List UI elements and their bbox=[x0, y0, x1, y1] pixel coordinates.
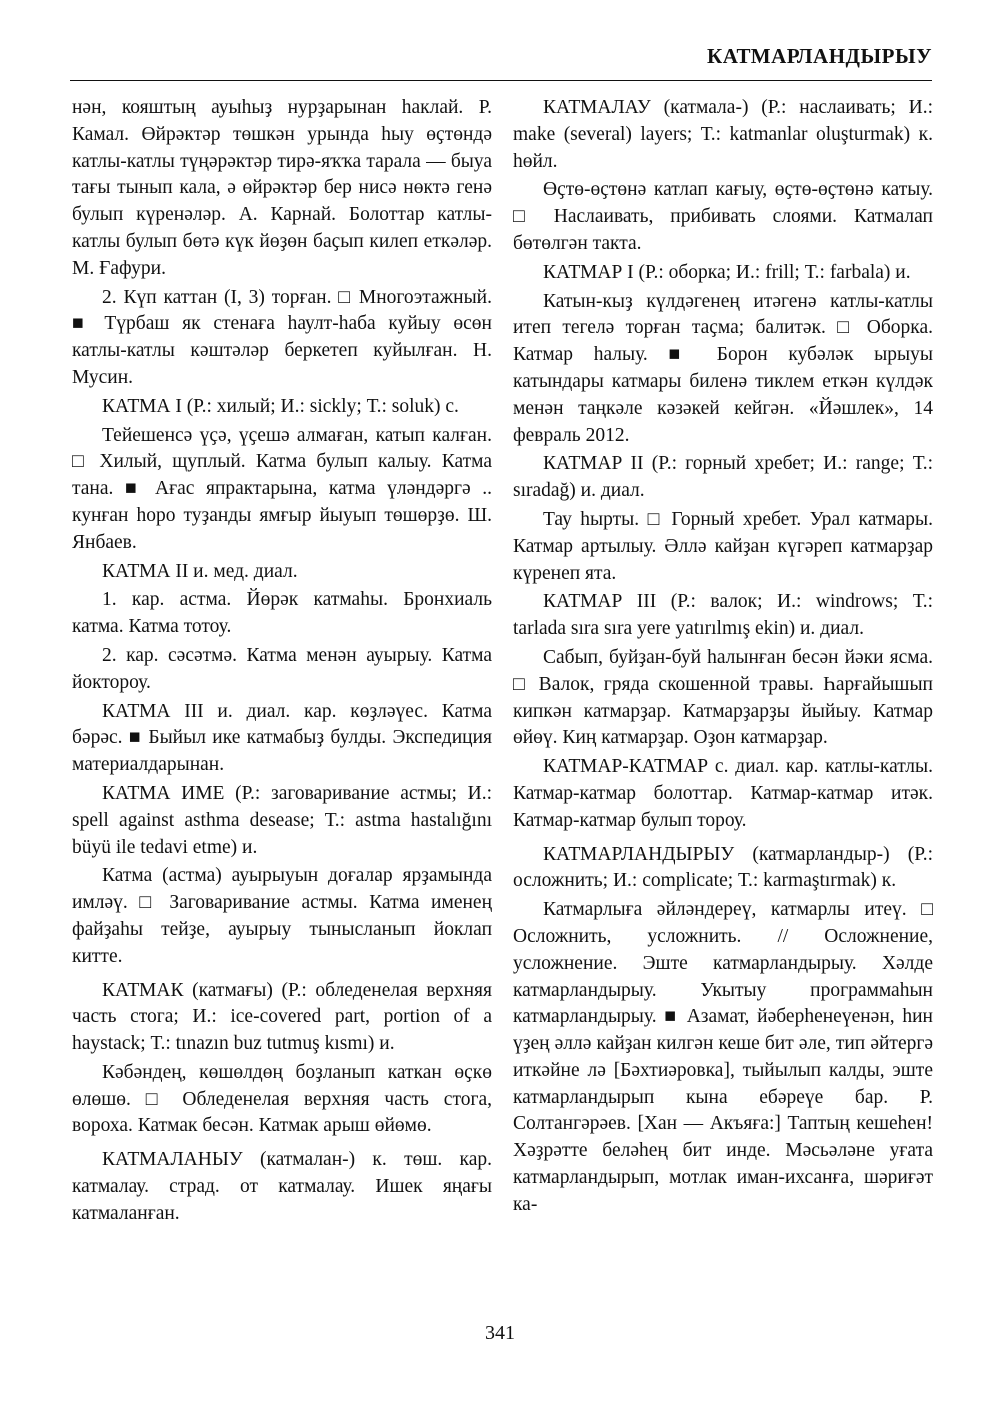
entry-headword: КАТМАР I (Р.: оборка; И.: frill; Т.: farbala) и. bbox=[543, 261, 911, 283]
entry-paragraph: Сабып, буйҙан-буй һалынған бесән йәки ясма. □ Валок, гряда скошенной травы. Һарғайышып кипкән катмарҙар. Катмарҙарҙы йыйыу. Катмар өйөү. Киң катмарҙар. Оҙон катмарҙар. bbox=[513, 646, 933, 749]
entry-paragraph: Тау һырты. □ Горный хребет. Урал катмары. Катмар артылыу. Әллә кайҙан күгәреп катмарҙар күренеп ята. bbox=[513, 508, 933, 584]
entry-headword: КАТМАР III (Р.: валок; И.: windrows; Т.: tarlada sıra sıra yere yatırılmış ekin) и. диал. bbox=[513, 591, 933, 640]
entry-paragraph: 1. кар. астма. Йөрәк катмаһы. Бронхиаль катма. Катма тотоу. bbox=[72, 589, 492, 638]
entry-paragraph: 2. Күп каттан (I, 3) торған. □ Многоэтажный. ■ Түрбаш як стенаға һаулт-һаба куйыу өсөн катлы-катлы кәштәләр беркетеп куйылған. Н. Мусин. bbox=[72, 286, 492, 388]
entry-headword: КАТМАРЛАНДЫРЫУ (катмарландыр-) (Р.: осложнить; И.: complicate; Т.: karmaştırmak) к. bbox=[513, 843, 933, 892]
entry-headword: КАТМА I (Р.: хилый; И.: sickly; Т.: soluk) с. bbox=[102, 395, 459, 417]
header-rule bbox=[70, 80, 932, 81]
right-column bbox=[513, 95, 933, 1219]
entry-headword: КАТМА III и. диал. кар. көҙләүес. Катма бәрәс. ■ Быйыл ике катмабыҙ булды. Экспедиция материалдарынан. bbox=[72, 700, 492, 776]
entry-paragraph: Кәбәндең, көшөлдөң боҙланып каткан өҫкө өлөшө. □ Обледенелая верхняя часть стога, вороха. Катмак бесән. Катмак арыш өйөмө. bbox=[72, 1061, 492, 1137]
entry-headword: КАТМА ИМЕ (Р.: заговаривание астмы; И.: spell against asthma desease; Т.: astma hastalığını büyü ile tedavi etme) и. bbox=[72, 782, 492, 858]
entry-paragraph: Тейешенсә үҫә, үҫешә алмаған, катып калған. □ Хилый, щуплый. Катма булып калыу. Катма тана. ■ Ағас япрактарына, катма үләндәргә .. кунған һоро туҙанды ямғыр йыуып төшөрҙө. Ш. Янбаев. bbox=[72, 424, 492, 553]
entry-paragraph: Катма (астма) ауырыуын доғалар ярҙамында имләү. □ Заговаривание астмы. Катма именең файҙаһы тейҙе, ауырыу тынысланып йоклап китте. bbox=[72, 865, 492, 967]
entry-headword: КАТМА II и. мед. диал. bbox=[102, 560, 298, 582]
entry-headword: КАТМАЛАУ (катмала-) (Р.: наслаивать; И.: make (several) layers; Т.: katmanlar oluşturmak) к. һөйл. bbox=[513, 97, 933, 172]
entry-headword: КАТМАК (катмағы) (Р.: обледенелая верхняя часть стога; И.: ice-covered part, portion of a haystack; Т.: tınazın buz tutmuş kısmı) и. bbox=[72, 979, 492, 1055]
entry-paragraph: Катмарлыға әйләндереү, катмарлы итеү. □ Осложнить, усложнить. // Осложнение, усложнение. Эште катмарландырыу. Хәлде катмарландырыу. Укытыу программаһын катмарландырыу. ■ Азамат, йәберһенеүенән, һин үҙең әллә кайҙан килгән кеше бит әле, тип әйтергә иткәйне лә [Бәхтиәровка], тыйылып калды, эште катмарландырып кына ебәреүе бар. Р. Солтангәрәев. [Хан — Акъяға:] Таптың кешеһен! Хәҙрәтте беләһең бит инде. Мәсьәләне уғата катмарландырып, мотлак иман-ихсанға, шәриғәт ка- bbox=[513, 899, 933, 1215]
entry-headword: КАТМАР-КАТМАР с. диал. кар. катлы-катлы. Катмар-катмар болоттар. Катмар-катмар итәк. Катмар-катмар булып тороу. bbox=[513, 756, 933, 831]
page-number: 341 bbox=[485, 1322, 515, 1344]
entry-paragraph: 2. кар. сәсәтмә. Катма менән ауырыу. Катма йоктороу. bbox=[72, 644, 492, 693]
entry-paragraph: Өҫтө-өҫтөнә катлап кағыу, өҫтө-өҫтөнә катыу. □ Наслаивать, прибивать слоями. Катмалап бөтөлгән такта. bbox=[513, 179, 933, 254]
entry-headword: КАТМАР II (Р.: горный хребет; И.: range; Т.: sıradağ) и. диал. bbox=[513, 453, 933, 502]
entry-headword: КАТМАЛАНЫУ (катмалан-) к. төш. кар. катмалау. страд. от катмалау. Ишек яңағы катмаланған. bbox=[72, 1149, 492, 1224]
entry-paragraph: Катын-кыҙ күлдәгенең итәгенә катлы-катлы итеп тегелә торған таҫма; балитәк. □ Оборка. Катмар һалыу. ■ Борон кубәләк ырыуы катындары катмары биленә тиклем еткән күлдәк менән таңкәле кәзәкей кейгән. «Йәшлек», 14 февраль 2012. bbox=[513, 290, 933, 446]
running-head: КАТМАРЛАНДЫРЫУ bbox=[706, 44, 932, 68]
entry-paragraph: нән, кояштың ауыһыҙ нурҙарынан һаклай. Р. Камал. Өйрәктәр төшкән урында һыу өҫтөндә катлы-катлы түңәрәктәр тирә-яҡҡа тарала — быуа тағы тынып кала, ә өйрәктәр бер нисә нөктә генә булып күренәләр. А. Карнай. Болоттар катлы-катлы булып бөтә күк йөҙөн баҫып килеп еткәләр. М. Ғафури. bbox=[72, 97, 492, 279]
left-column bbox=[72, 95, 492, 1228]
